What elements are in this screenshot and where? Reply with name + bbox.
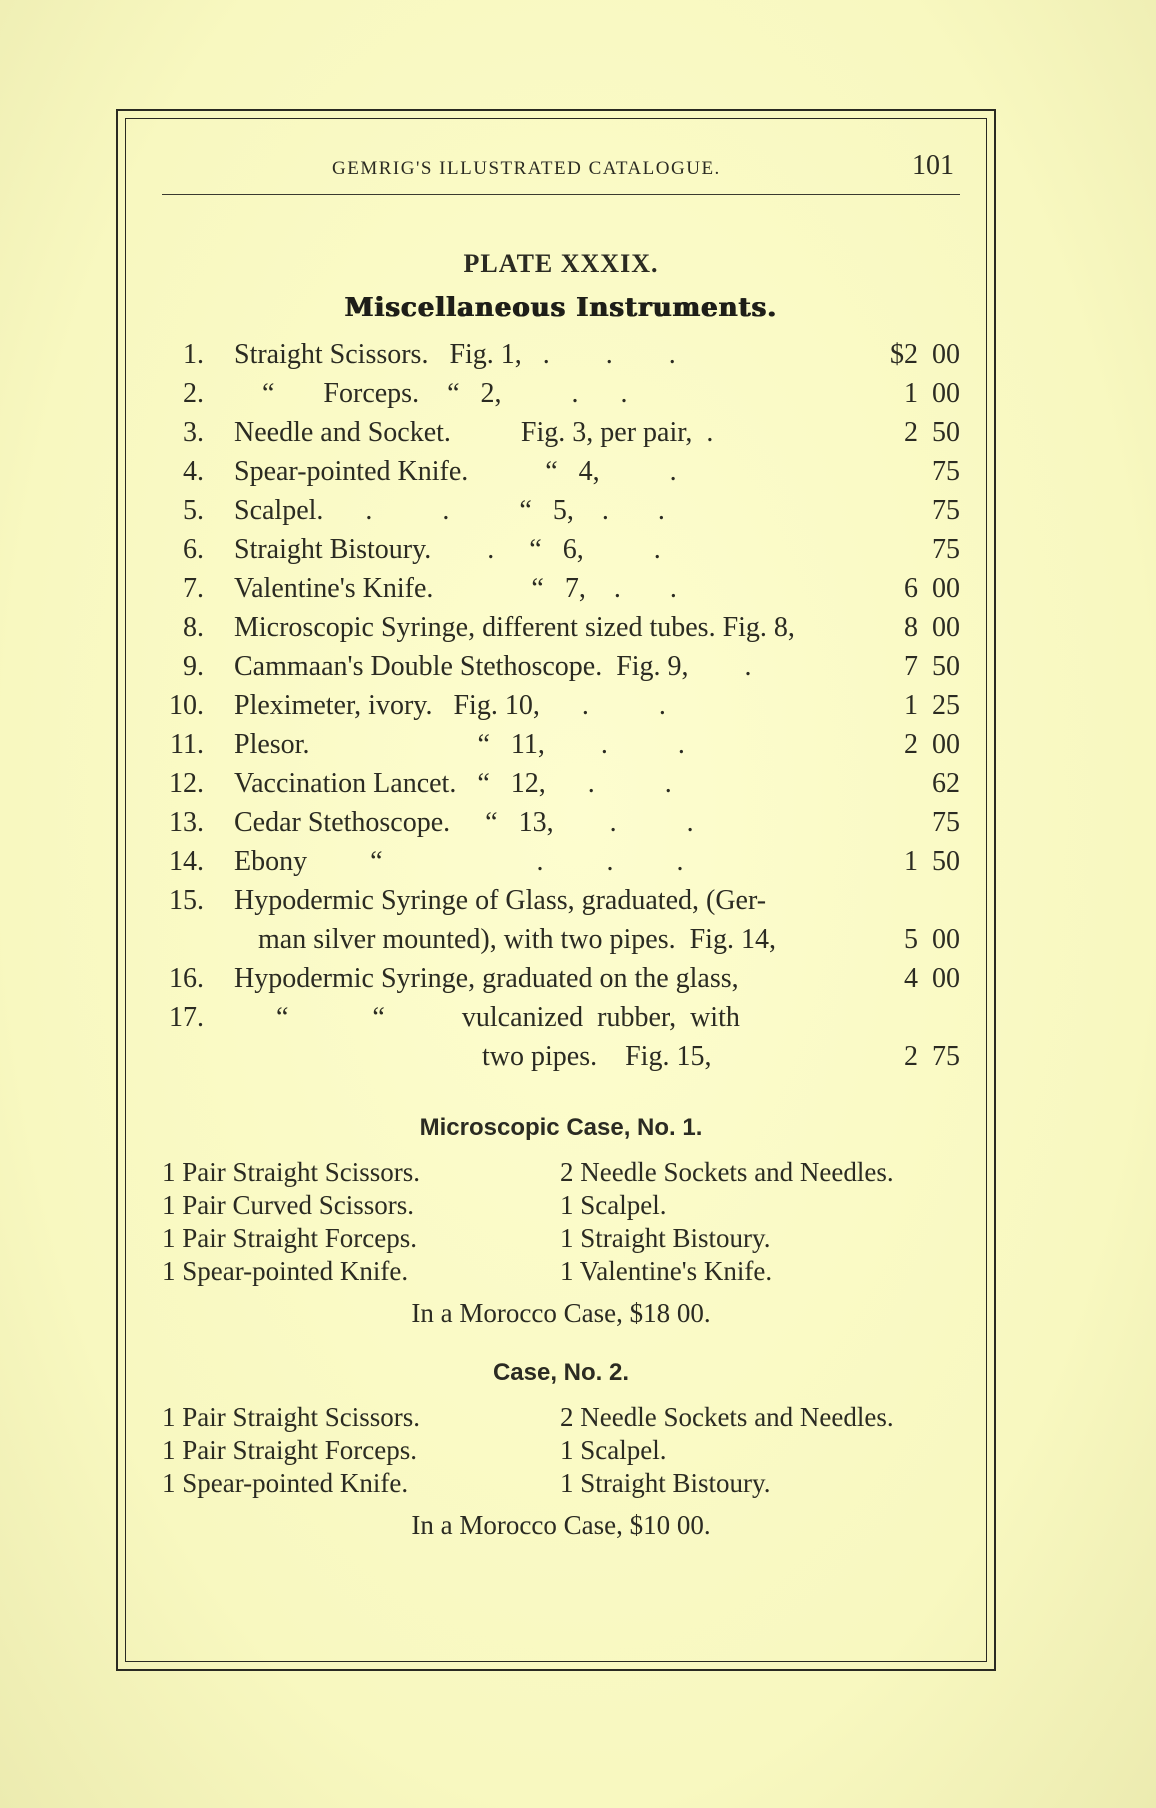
item-number: 5. [183, 495, 204, 526]
item-description: Microscopic Syringe, different sized tubes. Fig. 8, [234, 612, 795, 643]
item-price: 2 00 [904, 729, 960, 760]
item-description: Vaccination Lancet. “ 12, . . [234, 768, 672, 799]
item-description: Scalpel. . . “ 5, . . [234, 495, 665, 526]
item-number: 10. [169, 690, 204, 721]
section-title: Miscellaneous Instruments. [344, 293, 778, 323]
list-item [162, 998, 960, 1037]
case-item: 1 Spear-pointed Knife. [162, 1256, 409, 1286]
case-2 [162, 1359, 960, 1541]
item-price: 1 00 [904, 378, 960, 409]
case-item: 1 Scalpel. [560, 1190, 667, 1220]
item-description: man silver mounted), with two pipes. Fig. 14, [258, 924, 776, 955]
list-item [162, 725, 960, 764]
case-item: 1 Straight Bistoury. [560, 1468, 771, 1498]
list-item [162, 335, 960, 374]
page-content [162, 150, 960, 1541]
item-description: two pipes. Fig. 15, [258, 1041, 712, 1072]
case-2-contents [162, 1401, 960, 1500]
item-price: 4 00 [904, 963, 960, 994]
item-price: 1 25 [904, 690, 960, 721]
case-item: 2 Needle Sockets and Needles. [560, 1402, 894, 1432]
item-number: 8. [183, 612, 204, 643]
running-title: GEMRIG'S ILLUSTRATED CATALOGUE. [332, 158, 721, 179]
item-price: 8 00 [904, 612, 960, 643]
list-item [162, 881, 960, 920]
item-description: Straight Scissors. Fig. 1, . . . [234, 339, 676, 370]
item-price: 5 00 [904, 924, 960, 955]
item-number: 6. [183, 534, 204, 565]
list-item [162, 491, 960, 530]
list-item [162, 530, 960, 569]
item-price: 1 50 [904, 846, 960, 877]
case-1-right-column [560, 1156, 894, 1288]
case-2-title: Case, No. 2. [492, 1359, 630, 1386]
list-item [162, 803, 960, 842]
item-description: Cammaan's Double Stethoscope. Fig. 9, . [234, 651, 752, 682]
case-item: 1 Scalpel. [560, 1435, 667, 1465]
item-price: 62 [932, 768, 960, 799]
item-number: 7. [183, 573, 204, 604]
item-description: Straight Bistoury. . “ 6, . [234, 534, 661, 565]
item-price: 7 50 [904, 651, 960, 682]
case-2-right-column [560, 1401, 894, 1500]
case-item: 1 Valentine's Knife. [560, 1256, 773, 1286]
case-item: 1 Pair Straight Forceps. [162, 1223, 417, 1253]
item-price: 6 00 [904, 573, 960, 604]
list-item [162, 686, 960, 725]
list-item [162, 569, 960, 608]
item-description: Hypodermic Syringe of Glass, graduated, (Ger- [234, 885, 767, 916]
item-description: Valentine's Knife. “ 7, . . [234, 573, 677, 604]
item-description: “ “ vulcanized rubber, with [234, 1002, 740, 1033]
item-description: Cedar Stethoscope. “ 13, . . [234, 807, 694, 838]
item-number: 16. [169, 963, 204, 994]
item-description: Needle and Socket. Fig. 3, per pair, . [234, 417, 714, 448]
item-price: 2 50 [904, 417, 960, 448]
item-price: 75 [932, 495, 960, 526]
item-number: 1. [183, 339, 204, 370]
item-description: Pleximeter, ivory. Fig. 10, . . [234, 690, 666, 721]
case-item: 1 Pair Straight Forceps. [162, 1435, 417, 1465]
item-number: 9. [183, 651, 204, 682]
case-1-left-column [162, 1156, 420, 1288]
case-1-price: In a Morocco Case, $18 00. [411, 1298, 711, 1328]
item-number: 4. [183, 456, 204, 487]
case-item: 1 Pair Straight Scissors. [162, 1402, 421, 1432]
case-item: 2 Needle Sockets and Needles. [560, 1157, 894, 1187]
item-number: 15. [169, 885, 204, 916]
case-item: 1 Straight Bistoury. [560, 1223, 771, 1253]
case-item: 1 Spear-pointed Knife. [162, 1468, 409, 1498]
item-number: 3. [183, 417, 204, 448]
case-1 [162, 1114, 960, 1329]
case-item: 1 Pair Straight Scissors. [162, 1157, 421, 1187]
list-item [162, 608, 960, 647]
case-1-title: Microscopic Case, No. 1. [419, 1114, 703, 1141]
list-item [162, 413, 960, 452]
item-number: 17. [169, 1002, 204, 1033]
case-2-left-column [162, 1401, 420, 1500]
item-number: 12. [169, 768, 204, 799]
item-price: $2 00 [890, 339, 960, 370]
price-list [162, 335, 960, 1076]
item-price: 2 75 [904, 1041, 960, 1072]
list-item [162, 647, 960, 686]
item-price: 75 [932, 807, 960, 838]
list-item [162, 452, 960, 491]
item-number: 14. [169, 846, 204, 877]
page-number: 101 [912, 150, 954, 181]
item-description: Spear-pointed Knife. “ 4, . [234, 456, 677, 487]
item-number: 13. [169, 807, 204, 838]
case-1-contents [162, 1156, 960, 1288]
item-price: 75 [932, 534, 960, 565]
list-item [162, 764, 960, 803]
item-number: 11. [170, 729, 204, 760]
list-item [162, 959, 960, 998]
item-description: Ebony “ . . . [234, 846, 684, 877]
plate-heading: PLATE XXXIX. [463, 249, 659, 278]
item-number: 2. [183, 378, 204, 409]
list-item [162, 374, 960, 413]
list-item [162, 842, 960, 881]
case-2-price: In a Morocco Case, $10 00. [411, 1510, 711, 1540]
item-description: Plesor. “ 11, . . [234, 729, 685, 760]
list-item [162, 1037, 960, 1076]
case-item: 1 Pair Curved Scissors. [162, 1190, 414, 1220]
running-header [162, 150, 960, 195]
list-item [162, 920, 960, 959]
item-price: 75 [932, 456, 960, 487]
item-description: “ Forceps. “ 2, . . [234, 378, 628, 409]
item-description: Hypodermic Syringe, graduated on the glass, [234, 963, 739, 994]
